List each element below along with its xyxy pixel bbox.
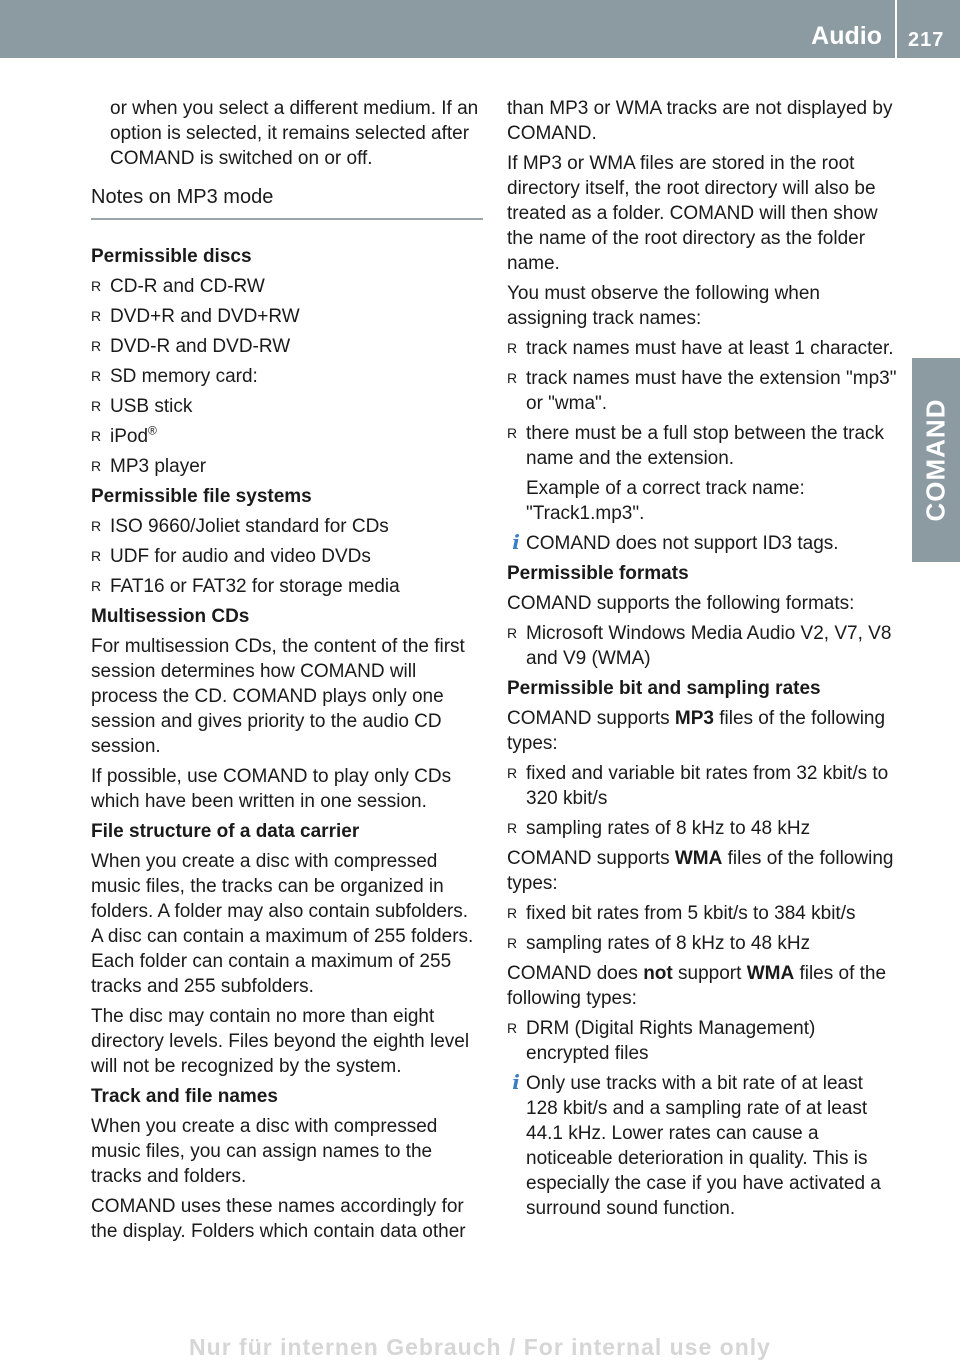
paragraph: You must observe the following when assigning track names: [507, 283, 820, 329]
footer-watermark: Nur für internen Gebrauch / For internal use only [189, 1334, 771, 1360]
bullet-icon: R [91, 428, 102, 444]
list-item: R track names must have at least 1 character. [507, 338, 894, 359]
bullet-icon: R [91, 548, 102, 564]
bullet-icon: R [507, 1020, 518, 1036]
info-text: COMAND does not support ID3 tags. [526, 533, 839, 554]
chapter-tab-label: COMAND [920, 398, 951, 522]
left-column [91, 96, 483, 1249]
discs-heading: Permissible discs [91, 246, 252, 267]
info-note [507, 531, 899, 556]
list-item: R sampling rates of 8 kHz to 48 kHz [507, 818, 811, 839]
paragraph: The disc may contain no more than eight directory levels. Files beyond the eighth level will not be recognized by the system. [91, 1006, 470, 1077]
header-bar [0, 0, 960, 58]
bullet-icon: R [91, 308, 102, 324]
bullet-icon: R [91, 338, 102, 354]
file-structure-heading: File structure of a data carrier [91, 821, 360, 842]
bullet-icon: R [507, 765, 518, 781]
bullet-icon: R [507, 425, 518, 441]
paragraph: When you create a disc with compressed music files, the tracks can be organized in folders. A folder may also contain subfolders. A disc can contain a maximum of 255 folders. Each folder can contain a maximum of 255 tracks and 255 subfolders. [91, 851, 474, 997]
rates-heading: Permissible bit and sampling rates [507, 678, 821, 699]
list-item: R CD-R and CD-RW [91, 276, 265, 297]
intro-paragraph: or when you select a different medium. If an option is selected, it remains selected after COMAND is switched on or off. [110, 98, 479, 169]
paragraph: than MP3 or WMA tracks are not displayed by COMAND. [507, 98, 893, 144]
list-item: R DVD-R and DVD-RW [91, 336, 291, 357]
list-item: R Microsoft Windows Media Audio V2, V7, V8 and V9 (WMA) [507, 623, 892, 669]
paragraph: COMAND supports the following formats: [507, 593, 855, 614]
mp3-rates-list [507, 761, 899, 841]
paragraph: For multisession CDs, the content of the first session determines how COMAND will process the CD. COMAND plays only one session and gives priority to the audio CD session. [91, 636, 465, 757]
list-item: R fixed bit rates from 5 kbit/s to 384 kbit/s [507, 903, 856, 924]
paragraph: When you create a disc with compressed music files, you can assign names to the tracks and folders. [91, 1116, 438, 1187]
paragraph: If MP3 or WMA files are stored in the root directory itself, the root directory will also be treated as a folder. COMAND will then show the name of the root directory as the folder name. [507, 153, 878, 274]
section-heading: Notes on MP3 mode [91, 185, 483, 220]
formats-list [507, 621, 899, 671]
registered-mark: ® [148, 423, 157, 438]
list-item: R fixed and variable bit rates from 32 kbit/s to 320 kbit/s [507, 763, 889, 809]
bullet-icon: R [507, 820, 518, 836]
list-item: R iPod® [91, 423, 157, 447]
bullet-icon: R [91, 518, 102, 534]
list-item: R sampling rates of 8 kHz to 48 kHz [507, 933, 811, 954]
wma-rates-list [507, 901, 899, 956]
section-title: Audio [811, 22, 882, 50]
info-icon: i [512, 1070, 520, 1094]
example-text: Example of a correct track name: "Track1.mp3". [526, 478, 805, 524]
page-number: 217 [908, 29, 945, 51]
info-icon: i [512, 530, 520, 554]
list-item: R DVD+R and DVD+RW [91, 306, 300, 327]
filesystems-heading: Permissible file systems [91, 486, 312, 507]
bullet-icon: R [507, 935, 518, 951]
info-text: Only use tracks with a bit rate of at least 128 kbit/s and a sampling rate of at least 44.1 kHz. Lower rates can cause a noticeable deterioration in quality. This is especially the case if you have activated a surround sound function. [526, 1073, 881, 1219]
list-item: R SD memory card: [91, 366, 258, 387]
list-item: R ISO 9660/Joliet standard for CDs [91, 516, 389, 537]
discs-list [91, 274, 483, 479]
paragraph: COMAND supports MP3 files of the following types: [507, 708, 886, 754]
paragraph: COMAND does not support WMA files of the following types: [507, 963, 887, 1009]
bullet-icon: R [507, 370, 518, 386]
bullet-icon: R [91, 278, 102, 294]
list-item: R there must be a full stop between the track name and the extension. [507, 423, 885, 469]
track-names-heading: Track and file names [91, 1086, 278, 1107]
multisession-heading: Multisession CDs [91, 606, 250, 627]
unsupported-list [507, 1016, 899, 1066]
bullet-icon: R [91, 578, 102, 594]
list-item: R USB stick [91, 396, 193, 417]
track-name-rules [507, 336, 899, 471]
right-column [507, 96, 899, 1226]
paragraph: If possible, use COMAND to play only CDs which have been written in one session. [91, 766, 452, 812]
list-item: R track names must have the extension "mp3" or "wma". [507, 368, 897, 414]
filesystems-list [91, 514, 483, 599]
bullet-icon: R [91, 398, 102, 414]
bullet-icon: R [507, 905, 518, 921]
list-item: R DRM (Digital Rights Management) encrypted files [507, 1018, 816, 1064]
bullet-icon: R [507, 625, 518, 641]
list-item: R MP3 player [91, 456, 207, 477]
list-item: R UDF for audio and video DVDs [91, 546, 371, 567]
bullet-icon: R [507, 340, 518, 356]
list-item: R FAT16 or FAT32 for storage media [91, 576, 400, 597]
paragraph: COMAND uses these names accordingly for the display. Folders which contain data other [91, 1196, 466, 1242]
info-note [507, 1071, 899, 1221]
bullet-icon: R [91, 368, 102, 384]
bullet-icon: R [91, 458, 102, 474]
header-divider [895, 0, 897, 58]
formats-heading: Permissible formats [507, 563, 689, 584]
chapter-tab [912, 358, 960, 562]
paragraph: COMAND supports WMA files of the following types: [507, 848, 894, 894]
